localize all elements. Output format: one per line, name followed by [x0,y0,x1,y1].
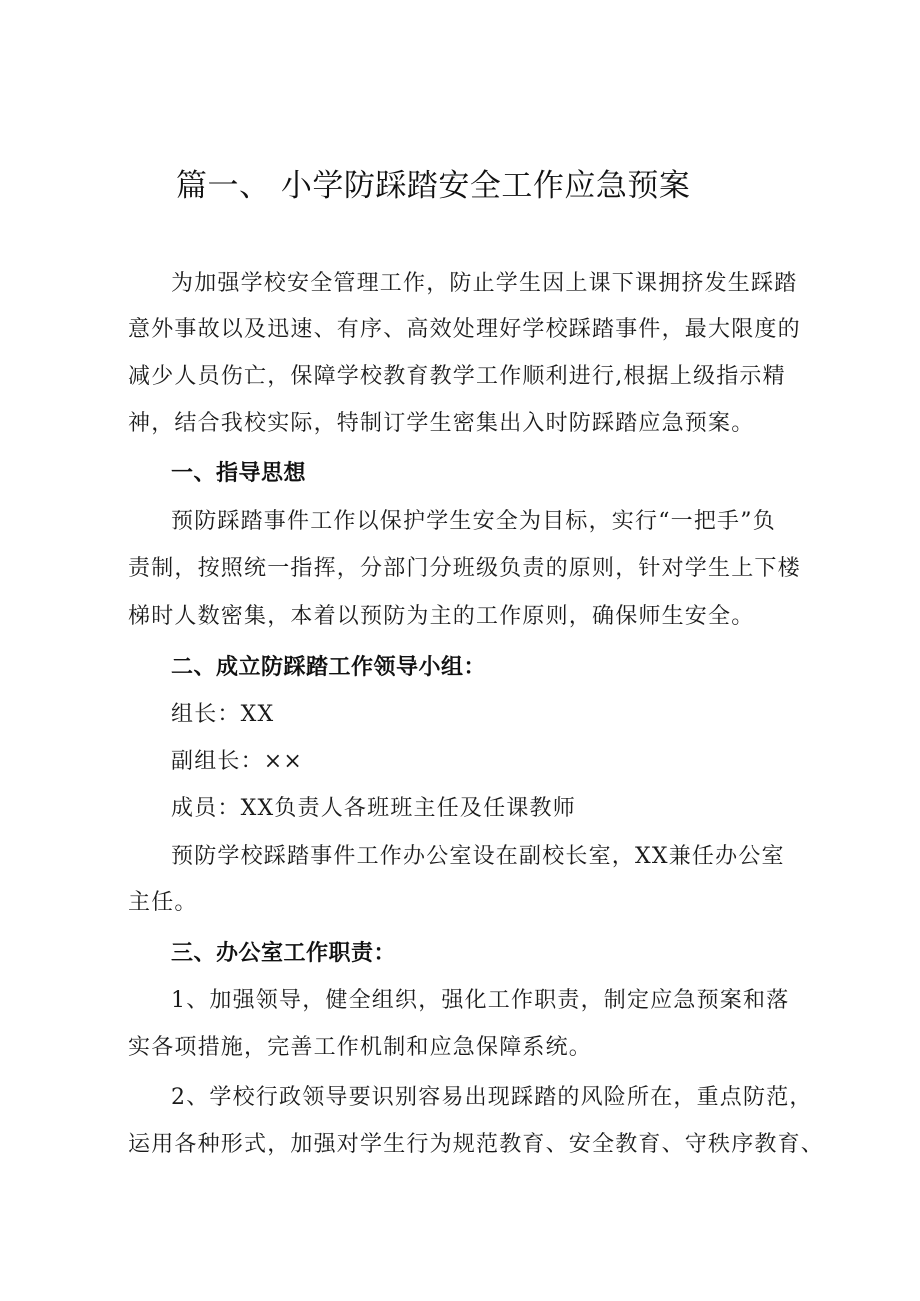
group-leader: 组长：XX [171,702,275,727]
duty-item-2-line: 2、学校行政领导要识别容易出现踩踏的风险所在，重点防范， [171,1085,813,1110]
group-members: 成员：XX负责人各班班主任及任课教师 [171,796,576,821]
office-line: 主任。 [128,890,198,915]
document-title: 篇一、 小学防踩踏安全工作应急预案 [176,168,691,204]
intro-line: 神，结合我校实际，特制订学生密集出入时防踩踏应急预案。 [128,411,755,436]
section-heading-guiding-thought: 一、指导思想 [171,461,307,486]
duty-item-1-line: 1、加强领导，健全组织，强化工作职责，制定应急预案和落 [171,988,790,1013]
duty-item-1-line: 实各项措施，完善工作机制和应急保障系统。 [128,1035,593,1060]
intro-line: 为加强学校安全管理工作，防止学生因上课下课拥挤发生踩踏 [171,271,798,296]
group-deputy-leader: 副组长：×× [171,749,304,774]
section1-line: 梯时人数密集，本着以预防为主的工作原则，确保师生安全。 [128,604,755,629]
intro-line: 意外事故以及迅速、有序、高效处理好学校踩踏事件，最大限度的 [128,317,801,342]
office-line: 预防学校踩踏事件工作办公室设在副校长室，XX兼任办公室 [171,844,785,869]
duty-item-2-line: 运用各种形式，加强对学生行为规范教育、安全教育、守秩序教育、 [128,1132,825,1157]
section-heading-leadership-group: 二、成立防踩踏工作领导小组： [171,655,487,680]
section1-line: 责制，按照统一指挥，分部门分班级负责的原则，针对学生上下楼 [128,556,801,581]
section1-line: 预防踩踏事件工作以保护学生安全为目标，实行“一把手”负 [171,509,776,534]
section-heading-office-duties: 三、办公室工作职责： [171,941,397,966]
intro-line: 减少人员伤亡，保障学校教育教学工作顺利进行,根据上级指示精 [128,364,786,389]
